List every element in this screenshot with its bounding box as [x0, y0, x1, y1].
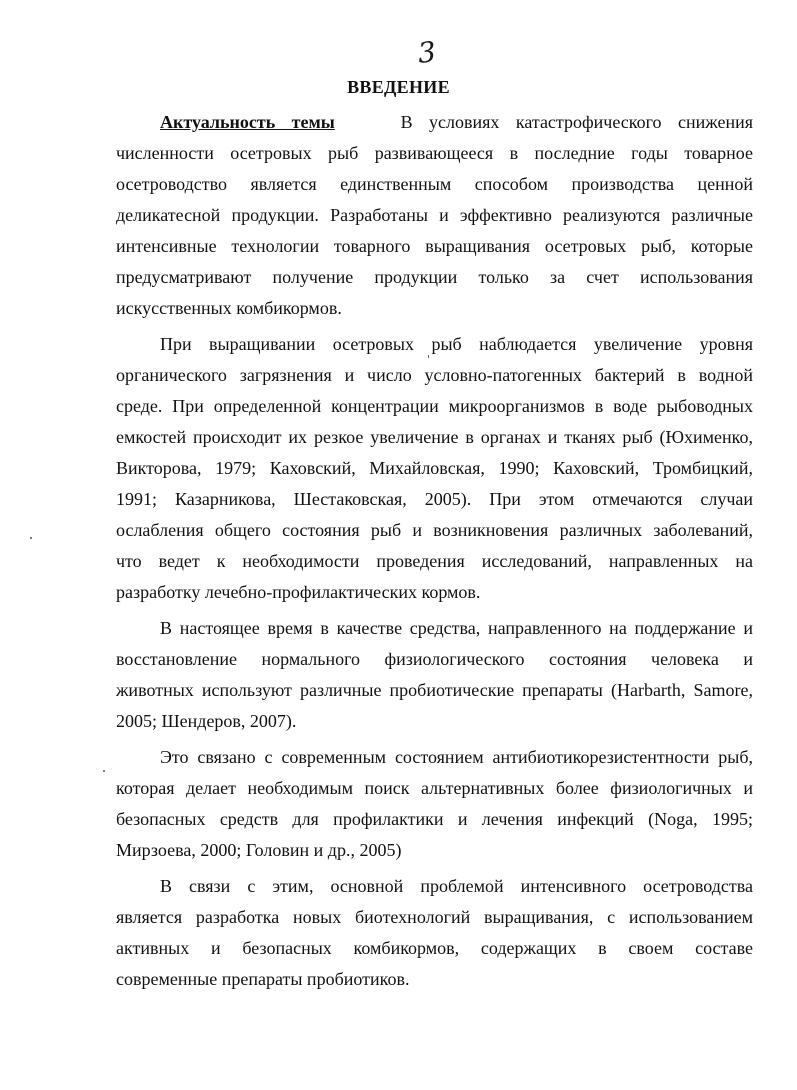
text-line: искусственных комбикормов. [116, 298, 342, 318]
text-line: В настоящее время в качестве средства, направленного на поддержание и [160, 618, 753, 638]
paragraph-heading-relevance: Актуальность темы [160, 112, 335, 132]
paragraph-probiotics [116, 613, 753, 737]
text-line: органического загрязнения и число условно-патогенных бактерий в водной [116, 365, 753, 385]
text-line: активных и безопасных комбикормов, содержащих в своем составе [116, 938, 753, 958]
text-line: предусматривают получение продукции только за счет использования [116, 267, 753, 287]
scan-speck [30, 537, 32, 539]
text-line: В связи с этим, основной проблемой интенсивного осетроводства [160, 876, 753, 896]
text-line: которая делает необходимым поиск альтернативных более физиологичных и [116, 778, 753, 798]
text-line: ослабления общего состояния рыб и возникновения различных заболеваний, [116, 520, 753, 540]
handwritten-page-number: 3 [416, 35, 438, 70]
text-line: интенсивные технологии товарного выращивания осетровых рыб, которые [116, 236, 753, 256]
text-line: При выращивании осетровых рыб наблюдается увеличение уровня [160, 334, 753, 354]
text-line: является разработка новых биотехнологий выращивания, с использованием [116, 907, 753, 927]
text-line: деликатесной продукции. Разработаны и эффективно реализуются различные [116, 205, 753, 225]
text-line: разработку лечебно-профилактических кормов. [116, 582, 481, 602]
paragraph-main-problem [116, 871, 753, 995]
text-line: 1991; Казарникова, Шестаковская, 2005). При этом отмечаются случаи [116, 489, 753, 509]
text-line: численности осетровых рыб развивающееся в последние годы товарное [116, 143, 753, 163]
text-line: безопасных средств для профилактики и лечения инфекций (Noga, 1995; [116, 809, 753, 829]
text-line: среде. При определенной концентрации микроорганизмов в воде рыбоводных [116, 396, 753, 416]
text-line: Мирзоева, 2000; Головин и др., 2005) [116, 840, 402, 860]
text-line: емкостей происходит их резкое увеличение в органах и тканях рыб (Юхименко, [116, 427, 753, 447]
paragraph-relevance [116, 107, 753, 324]
text-line: Актуальность темы В условиях катастрофического снижения [160, 112, 753, 132]
document-body [116, 107, 753, 995]
text-line: Это связано с современным состоянием антибиотикорезистентности рыб, [160, 747, 753, 767]
text-line: восстановление нормального физиологического состояния человека и [116, 649, 753, 669]
text-line: животных используют различные пробиотические препараты (Harbarth, Samore, [116, 680, 753, 700]
paragraph-antibiotic-resistance [116, 742, 753, 866]
text-line: современные препараты пробиотиков. [116, 969, 410, 989]
text-line: что ведет к необходимости проведения исследований, направленных на [116, 551, 753, 571]
text-line: 2005; Шендеров, 2007). [116, 711, 297, 731]
section-title: ВВЕДЕНИЕ [347, 77, 450, 97]
scan-speck [103, 770, 105, 772]
text-line: Викторова, 1979; Каховский, Михайловская, 1990; Каховский, Тромбицкий, [116, 458, 753, 478]
paragraph-contamination [116, 329, 753, 608]
text-line: осетроводство является единственным способом производства ценной [116, 174, 753, 194]
scan-speck [428, 355, 429, 358]
